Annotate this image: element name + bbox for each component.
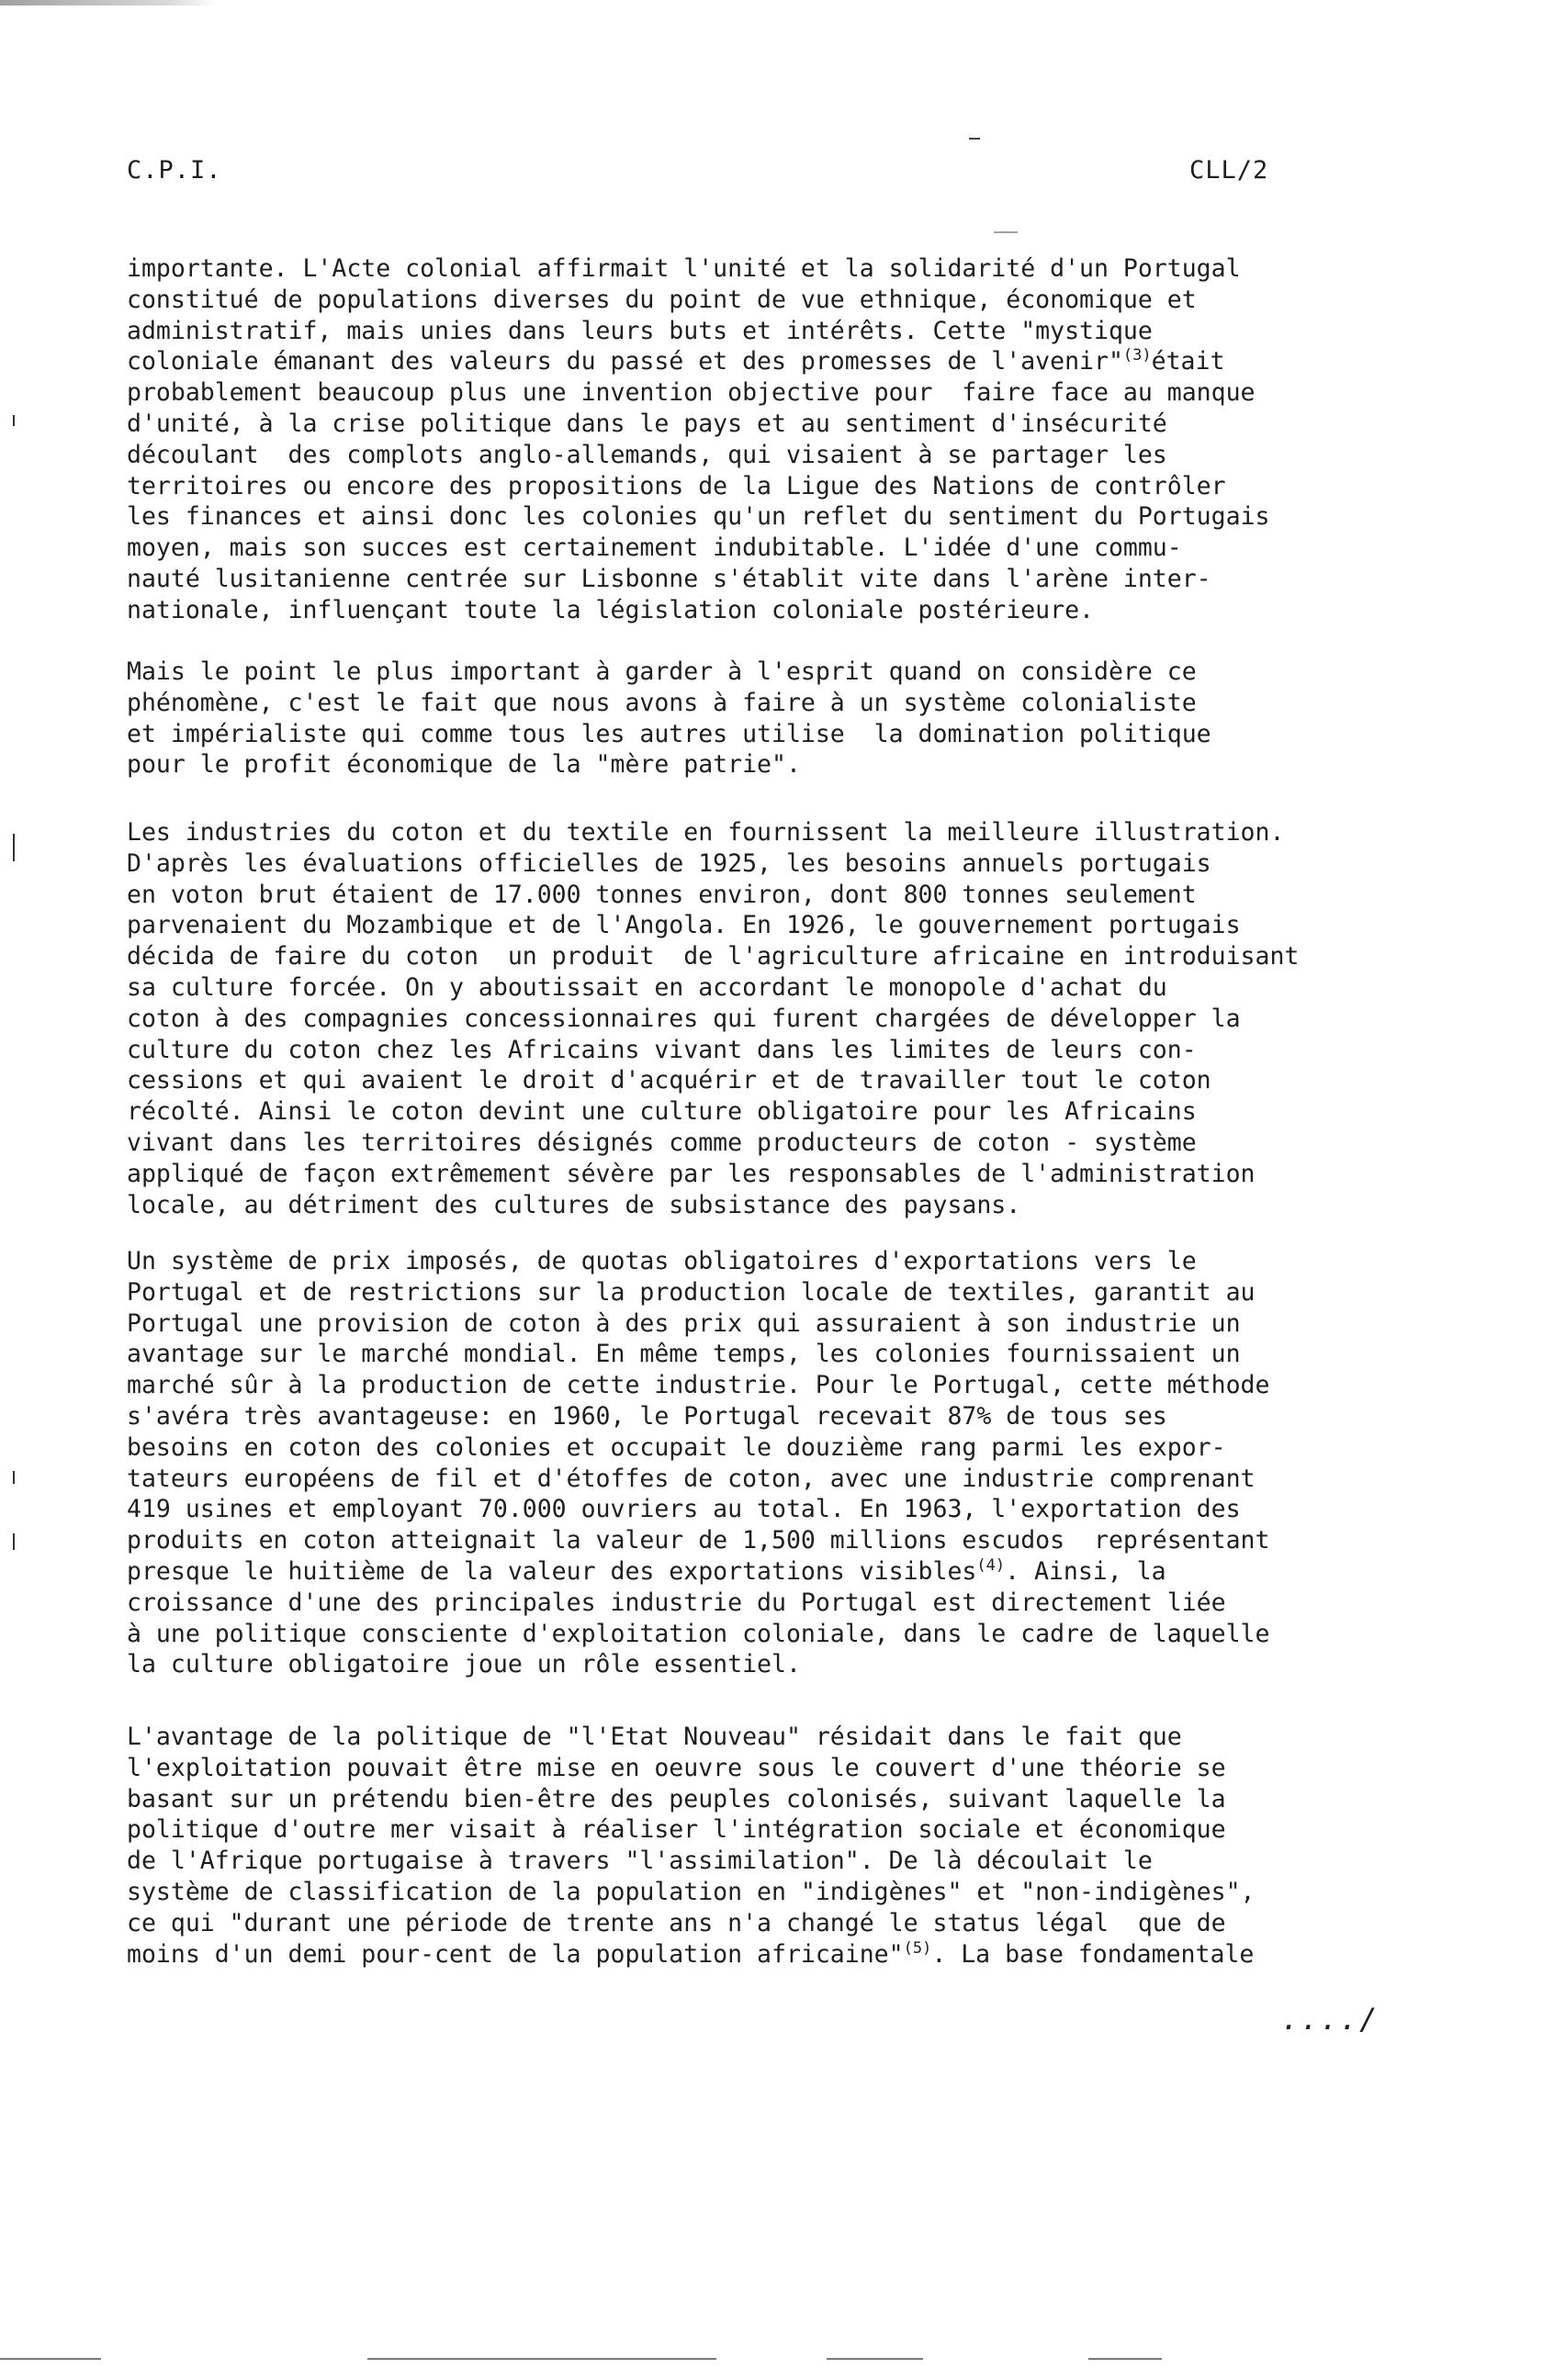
text-line: Portugal et de restrictions sur la production locale de textiles, garantit au xyxy=(127,1277,1256,1307)
scan-edge-mark xyxy=(0,2358,101,2360)
footnote-ref: (3) xyxy=(1122,346,1152,365)
header-right: CLL/2 xyxy=(1189,156,1269,185)
text-line: moyen, mais son succes est certainement indubitable. L'idée d'une commu- xyxy=(127,533,1182,563)
scan-edge-mark xyxy=(827,2358,923,2360)
text-line: parvenaient du Mozambique et de l'Angola. En 1926, le gouvernement portugais xyxy=(127,911,1241,940)
text-line: constitué de populations diverses du point de vue ethnique, économique et xyxy=(127,285,1197,314)
text-line: croissance d'une des principales industrie du Portugal est directement liée xyxy=(127,1588,1226,1617)
text-line: et impérialiste qui comme tous les autres utilise la domination politique xyxy=(127,719,1211,748)
text-line: pour le profit économique de la "mère patrie". xyxy=(127,750,801,780)
paragraph-4 xyxy=(127,1246,1449,1680)
text-line: décida de faire du coton un produit de l'agriculture africaine en introduisant xyxy=(127,942,1300,971)
paragraph-2 xyxy=(127,657,1449,780)
text-line: politique d'outre mer visait à réaliser l'intégration sociale et économique xyxy=(127,1815,1226,1845)
margin-mark xyxy=(13,1471,15,1484)
scan-mark xyxy=(969,138,980,140)
text-line: ce qui "durant une période de trente ans n'a changé le status légal que de xyxy=(127,1908,1226,1937)
scan-edge-mark xyxy=(1088,2358,1162,2360)
text-line: les finances et ainsi donc les colonies qu'un reflet du sentiment du Portugais xyxy=(127,502,1270,532)
text-line: tateurs européens de fil et d'étoffes de coton, avec une industrie comprenant xyxy=(127,1464,1256,1493)
text-line: coton à des compagnies concessionnaires qui furent chargées de développer la xyxy=(127,1004,1241,1033)
text-line: culture du coton chez les Africains vivant dans les limites de leurs con- xyxy=(127,1035,1197,1064)
paragraph-5 xyxy=(127,1722,1449,1970)
text-segment: moins d'un demi pour-cent de la population africaine" xyxy=(127,1939,904,1969)
text-line: vivant dans les territoires désignés comme producteurs de coton - système xyxy=(127,1128,1197,1157)
text-line: appliqué de façon extrêmement sévère par les responsables de l'administration xyxy=(127,1159,1256,1188)
text-line: sa culture forcée. On y aboutissait en accordant le monopole d'achat du xyxy=(127,972,1167,1002)
text-line: Un système de prix imposés, de quotas obligatoires d'exportations vers le xyxy=(127,1247,1197,1275)
text-line: à une politique consciente d'exploitation coloniale, dans le cadre de laquelle xyxy=(127,1619,1270,1648)
text-line: cessions et qui avaient le droit d'acquérir et de travailler tout le coton xyxy=(127,1066,1211,1095)
text-line: basant sur un prétendu bien-être des peuples colonisés, suivant laquelle la xyxy=(127,1784,1226,1813)
text-segment: presque le huitième de la valeur des exportations visibles xyxy=(127,1556,977,1586)
text-line: besoins en coton des colonies et occupait le douzième rang parmi les expor- xyxy=(127,1432,1226,1462)
text-line: probablement beaucoup plus une invention objective pour faire face au manque xyxy=(127,378,1256,408)
text-segment: était xyxy=(1151,347,1225,376)
margin-mark xyxy=(13,834,15,861)
text-line: en voton brut étaient de 17.000 tonnes environ, dont 800 tonnes seulement xyxy=(127,880,1197,909)
text-line: phénomène, c'est le fait que nous avons à faire à un système colonialiste xyxy=(127,688,1197,717)
text-line: de l'Afrique portugaise à travers "l'assimilation". De là découlait le xyxy=(127,1847,1153,1876)
margin-mark xyxy=(13,415,15,426)
text-line xyxy=(127,346,1449,377)
text-line: locale, au détriment des cultures de subsistance des paysans. xyxy=(127,1190,1021,1219)
text-line: l'exploitation pouvait être mise en oeuvre sous le couvert d'une théorie se xyxy=(127,1753,1226,1782)
text-line xyxy=(127,1556,1449,1588)
text-segment: coloniale émanant des valeurs du passé et des promesses de l'avenir" xyxy=(127,347,1123,376)
text-line: marché sûr à la production de cette industrie. Pour le Portugal, cette méthode xyxy=(127,1371,1270,1400)
text-line: découlant des complots anglo-allemands, qui visaient à se partager les xyxy=(127,440,1167,469)
text-line: territoires ou encore des propositions de la Ligue des Nations de contrôler xyxy=(127,471,1226,500)
footnote-ref: (4) xyxy=(976,1556,1006,1576)
continuation-mark: ..../ xyxy=(1281,2002,1380,2037)
text-line: administratif, mais unies dans leurs buts et intérêts. Cette "mystique xyxy=(127,316,1153,345)
scan-edge-mark xyxy=(367,2358,716,2360)
text-segment: . La base fondamentale xyxy=(931,1939,1255,1969)
text-line: L'avantage de la politique de "l'Etat Nouveau" résidait dans le fait que xyxy=(127,1723,1182,1751)
text-line: Mais le point le plus important à garder à l'esprit quand on considère ce xyxy=(127,657,1197,686)
header-left: C.P.I. xyxy=(127,156,222,185)
text-line xyxy=(127,1939,1449,1970)
text-line: importante. L'Acte colonial affirmait l'unité et la solidarité d'un Portugal xyxy=(127,254,1241,283)
text-line: système de classification de la population en "indigènes" et "non-indigènes", xyxy=(127,1877,1256,1906)
text-line: s'avéra très avantageuse: en 1960, le Portugal recevait 87% de tous ses xyxy=(127,1401,1167,1431)
scan-mark xyxy=(994,231,1018,233)
text-line: Les industries du coton et du textile en fournissent la meilleure illustration. xyxy=(127,818,1285,847)
paragraph-1 xyxy=(127,253,1449,626)
text-line: la culture obligatoire joue un rôle essentiel. xyxy=(127,1650,801,1679)
text-line: Portugal une provision de coton à des prix qui assuraient à son industrie un xyxy=(127,1308,1241,1338)
text-line: d'unité, à la crise politique dans le pays et au sentiment d'insécurité xyxy=(127,409,1167,438)
text-line: récolté. Ainsi le coton devint une culture obligatoire pour les Africains xyxy=(127,1097,1197,1127)
text-segment: . Ainsi, la xyxy=(1005,1556,1166,1586)
text-line: D'après les évaluations officielles de 1925, les besoins annuels portugais xyxy=(127,848,1211,878)
text-line: produits en coton atteignait la valeur de 1,500 millions escudos représentant xyxy=(127,1526,1270,1555)
text-line: nationale, influençant toute la législation coloniale postérieure. xyxy=(127,595,1094,624)
text-line: nauté lusitanienne centrée sur Lisbonne s'établit vite dans l'arène inter- xyxy=(127,564,1211,593)
footnote-ref: (5) xyxy=(903,1938,932,1958)
margin-mark xyxy=(13,1533,15,1550)
paragraph-3 xyxy=(127,817,1449,1220)
scan-edge-mark xyxy=(0,0,216,6)
text-line: avantage sur le marché mondial. En même temps, les colonies fournissaient un xyxy=(127,1340,1241,1369)
text-line: 419 usines et employant 70.000 ouvriers au total. En 1963, l'exportation des xyxy=(127,1495,1241,1524)
